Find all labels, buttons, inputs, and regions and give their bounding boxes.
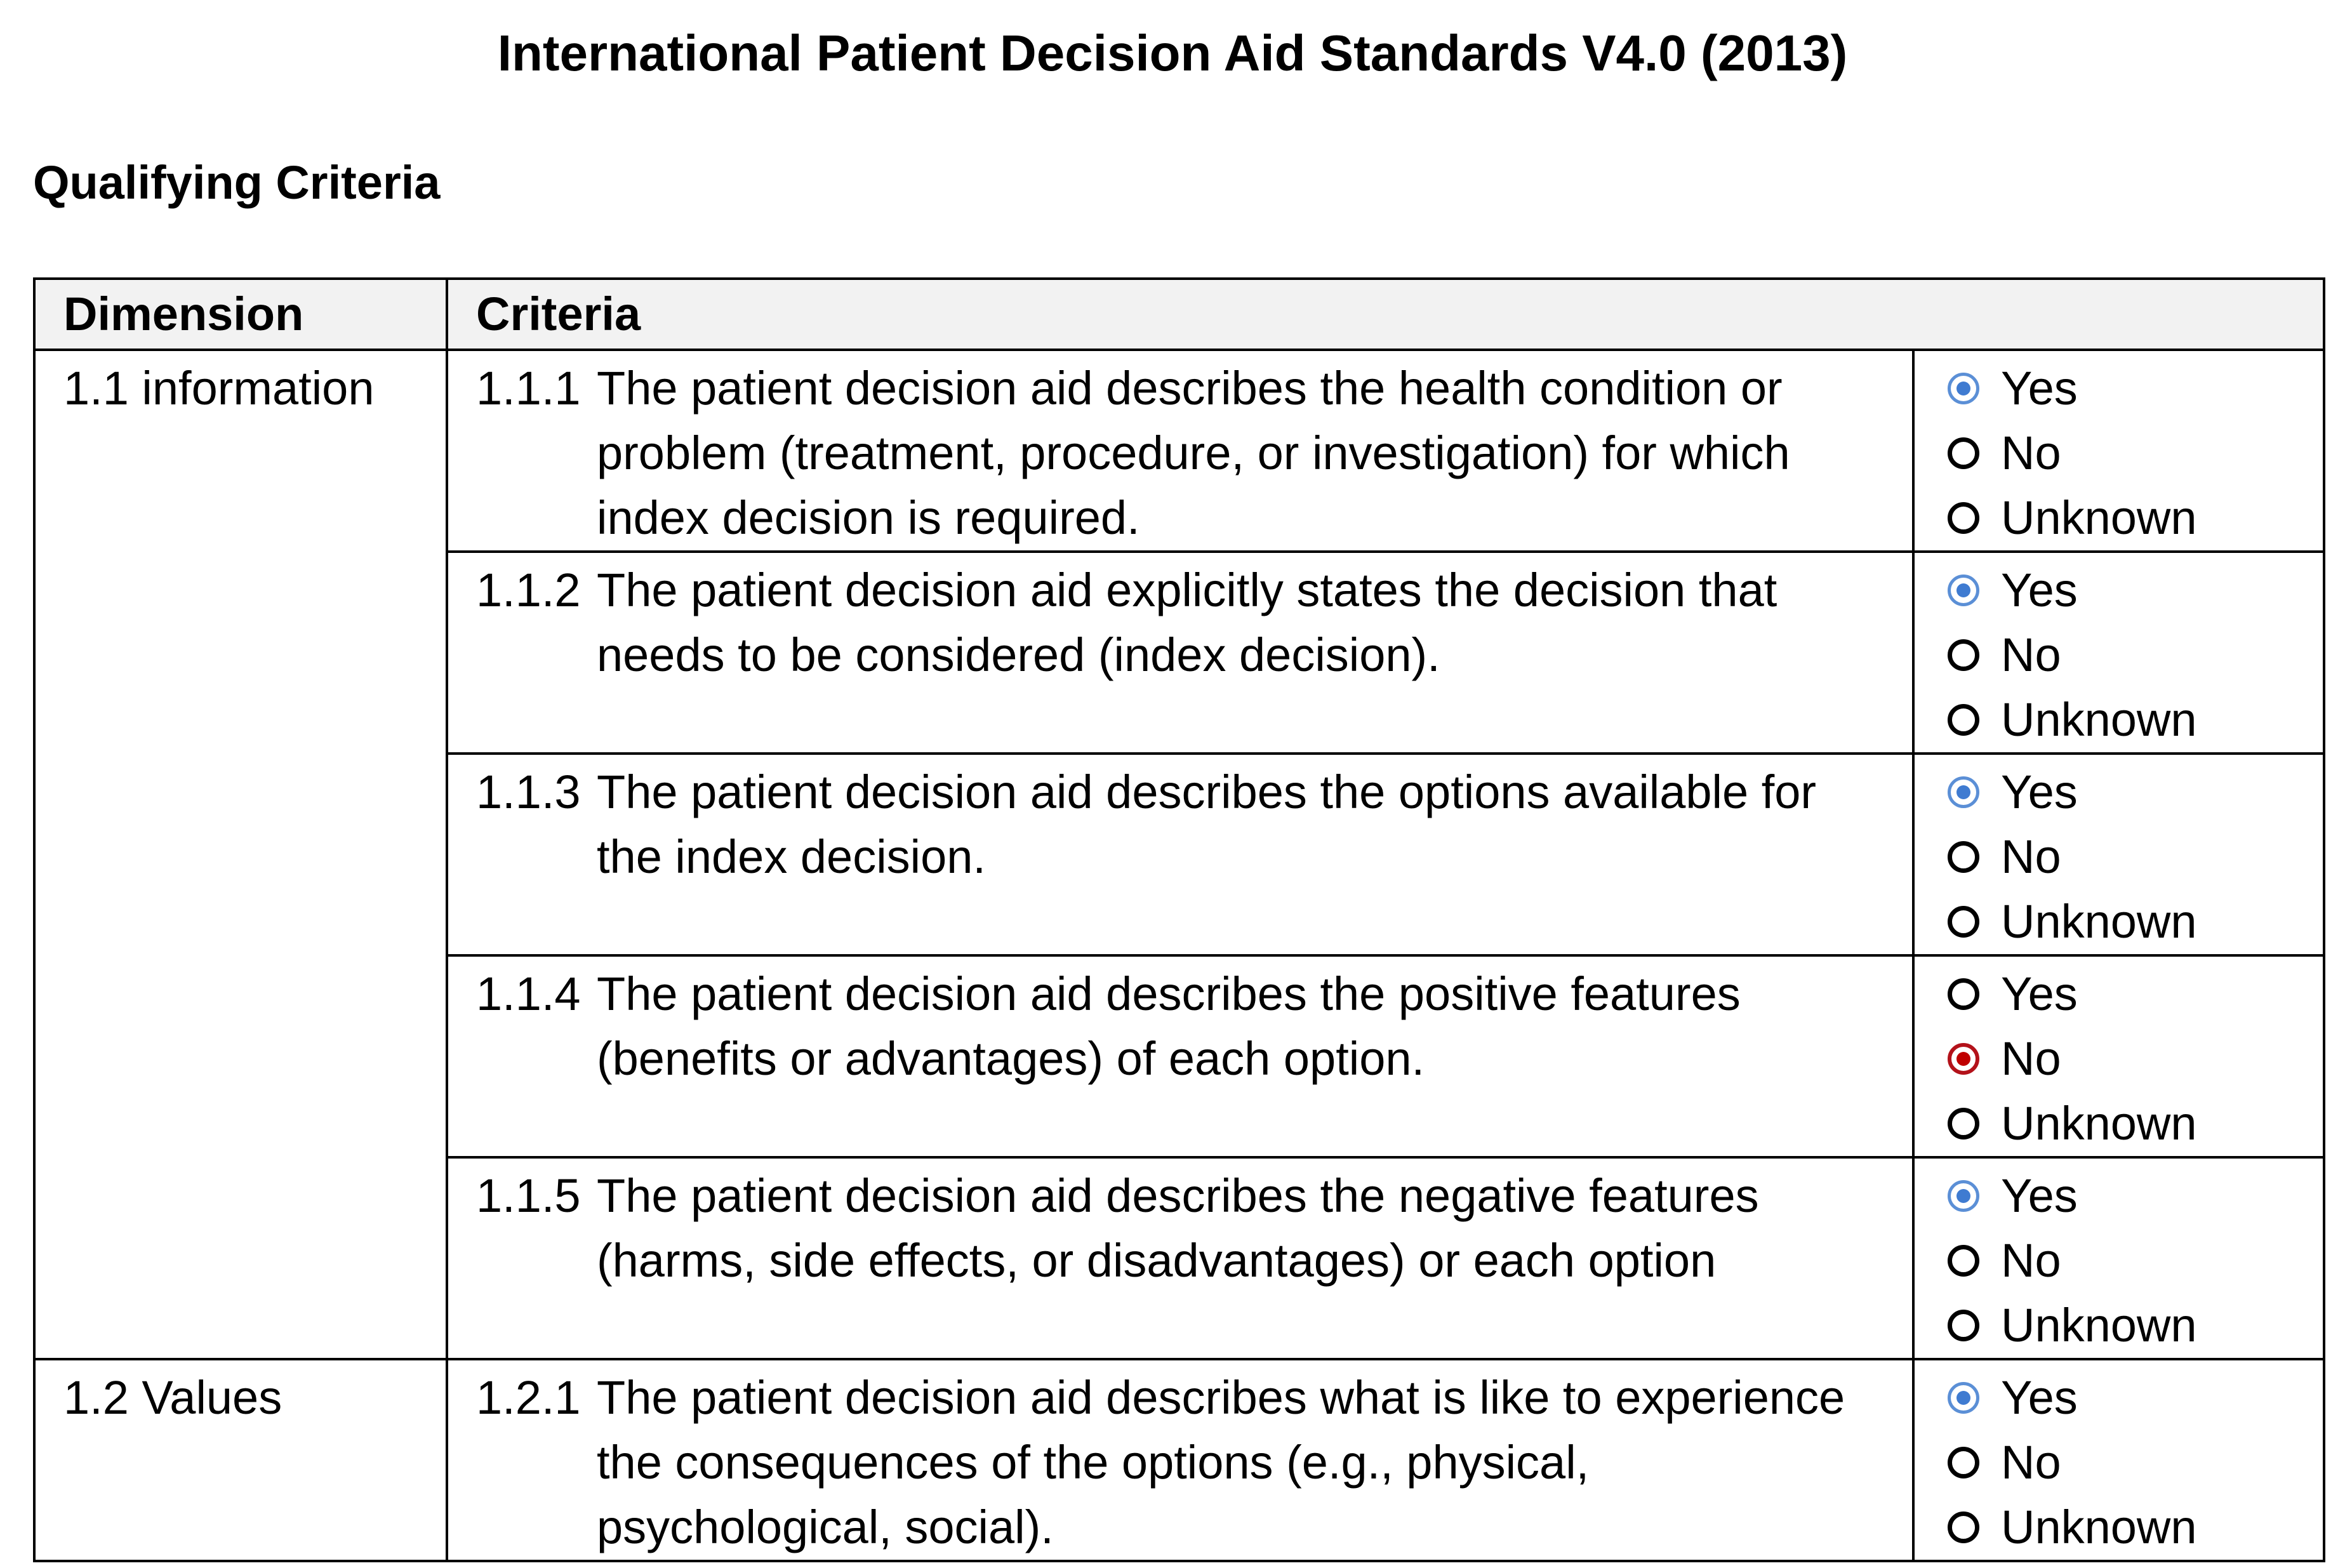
criterion-text: The patient decision aid describes what is like to experience the consequences of the options (e.g., physical, psychological, social). xyxy=(597,1371,1845,1553)
radio-label: No xyxy=(2001,1436,2061,1489)
radio-button-icon[interactable] xyxy=(1948,978,1979,1010)
radio-label: Yes xyxy=(2001,564,2078,616)
header-dimension: Dimension xyxy=(34,279,447,350)
criteria-table xyxy=(33,277,2325,1562)
radio-label: Unknown xyxy=(2001,1501,2197,1553)
table-row xyxy=(34,350,2324,552)
section-heading: Qualifying Criteria xyxy=(33,156,441,209)
criterion-cell xyxy=(447,1157,1913,1359)
criterion-text: The patient decision aid describes the health condition or problem (treatment, procedure, or investigation) for which index decision is required. xyxy=(597,362,1790,544)
radio-label: Yes xyxy=(2001,362,2078,415)
radio-option-no[interactable] xyxy=(1948,1228,2323,1293)
radio-button-icon[interactable] xyxy=(1948,1180,1979,1212)
radio-button-icon[interactable] xyxy=(1948,1382,1979,1414)
criterion-cell xyxy=(447,552,1913,754)
radio-option-unknown[interactable] xyxy=(1948,1091,2323,1156)
header-criteria: Criteria xyxy=(447,279,2324,350)
answer-options xyxy=(1913,552,2324,754)
criterion-text: The patient decision aid describes the options available for the index decision. xyxy=(597,766,1817,883)
table-header-row xyxy=(34,279,2324,350)
criterion-text: The patient decision aid describes the positive features (benefits or advantages) of each option. xyxy=(597,967,1741,1085)
criterion-cell xyxy=(447,955,1913,1157)
radio-button-icon[interactable] xyxy=(1948,502,1979,534)
table-row xyxy=(34,1359,2324,1561)
radio-option-no[interactable] xyxy=(1948,825,2323,889)
radio-option-no[interactable] xyxy=(1948,1430,2323,1495)
criterion-cell xyxy=(447,1359,1913,1561)
criterion-number: 1.1.4 xyxy=(476,967,581,1020)
radio-option-yes[interactable] xyxy=(1948,558,2323,623)
radio-label: No xyxy=(2001,830,2061,883)
radio-button-icon[interactable] xyxy=(1948,906,1979,938)
dimension-cell: 1.1 information xyxy=(34,350,447,1359)
page-title: International Patient Decision Aid Standards V4.0 (2013) xyxy=(497,25,1848,81)
criterion-number: 1.1.2 xyxy=(476,564,581,616)
radio-button-icon[interactable] xyxy=(1948,1108,1979,1139)
radio-button-icon[interactable] xyxy=(1948,437,1979,469)
radio-label: No xyxy=(2001,1032,2061,1085)
radio-button-icon[interactable] xyxy=(1948,575,1979,606)
radio-label: Unknown xyxy=(2001,491,2197,544)
radio-button-icon[interactable] xyxy=(1948,1310,1979,1341)
criterion-text: The patient decision aid explicitly states the decision that needs to be considered (index decision). xyxy=(597,564,1777,681)
radio-option-yes[interactable] xyxy=(1948,356,2323,421)
radio-button-icon[interactable] xyxy=(1948,1447,1979,1478)
radio-option-unknown[interactable] xyxy=(1948,1495,2323,1560)
radio-button-icon[interactable] xyxy=(1948,776,1979,808)
radio-label: Unknown xyxy=(2001,693,2197,746)
radio-label: Yes xyxy=(2001,967,2078,1020)
radio-label: Unknown xyxy=(2001,1299,2197,1352)
radio-option-unknown[interactable] xyxy=(1948,688,2323,752)
criterion-number: 1.2.1 xyxy=(476,1371,581,1424)
radio-option-yes[interactable] xyxy=(1948,962,2323,1027)
answer-options xyxy=(1913,350,2324,552)
answer-options xyxy=(1913,1359,2324,1561)
radio-button-icon[interactable] xyxy=(1948,1043,1979,1075)
answer-options xyxy=(1913,754,2324,955)
criterion-number: 1.1.5 xyxy=(476,1169,581,1222)
criterion-cell xyxy=(447,350,1913,552)
radio-label: No xyxy=(2001,628,2061,681)
radio-button-icon[interactable] xyxy=(1948,1245,1979,1277)
radio-label: Yes xyxy=(2001,766,2078,818)
radio-label: No xyxy=(2001,427,2061,479)
radio-label: Yes xyxy=(2001,1169,2078,1222)
radio-option-no[interactable] xyxy=(1948,623,2323,688)
radio-option-unknown[interactable] xyxy=(1948,486,2323,550)
radio-label: Yes xyxy=(2001,1371,2078,1424)
radio-label: No xyxy=(2001,1234,2061,1287)
radio-option-no[interactable] xyxy=(1948,421,2323,486)
answer-options xyxy=(1913,1157,2324,1359)
radio-option-no[interactable] xyxy=(1948,1027,2323,1091)
radio-button-icon[interactable] xyxy=(1948,841,1979,873)
radio-option-unknown[interactable] xyxy=(1948,1293,2323,1358)
radio-button-icon[interactable] xyxy=(1948,373,1979,404)
criterion-cell xyxy=(447,754,1913,955)
criterion-number: 1.1.3 xyxy=(476,766,581,818)
radio-option-yes[interactable] xyxy=(1948,1164,2323,1228)
answer-options xyxy=(1913,955,2324,1157)
radio-button-icon[interactable] xyxy=(1948,704,1979,736)
radio-option-yes[interactable] xyxy=(1948,1365,2323,1430)
radio-button-icon[interactable] xyxy=(1948,639,1979,671)
radio-option-yes[interactable] xyxy=(1948,760,2323,825)
dimension-cell: 1.2 Values xyxy=(34,1359,447,1561)
radio-option-unknown[interactable] xyxy=(1948,889,2323,954)
criterion-number: 1.1.1 xyxy=(476,362,581,415)
radio-button-icon[interactable] xyxy=(1948,1512,1979,1543)
radio-label: Unknown xyxy=(2001,1097,2197,1150)
radio-label: Unknown xyxy=(2001,895,2197,948)
criterion-text: The patient decision aid describes the negative features (harms, side effects, or disadvantages) or each option xyxy=(597,1169,1759,1287)
